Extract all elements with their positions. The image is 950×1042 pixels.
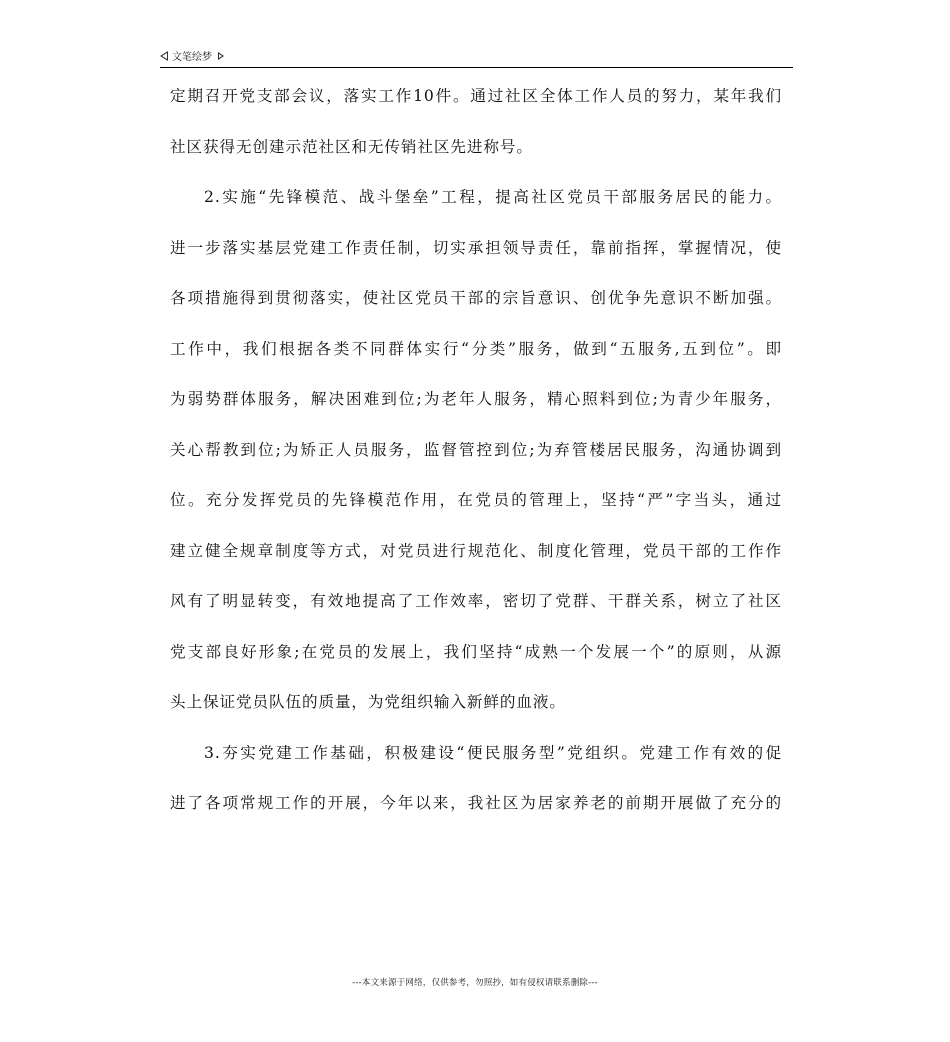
header-brand (160, 48, 224, 63)
text-line: 2.实施“先锋模范、战斗堡垒”工程，提高社区党员干部服务居民的能力。 (204, 188, 782, 206)
text-line: 工作中，我们根据各类不同群体实行“分类”服务，做到“五服务,五到位”。即 (170, 339, 782, 358)
text-line: 各项措施得到贯彻落实，使社区党员干部的宗旨意识、创优争先意识不断加强。 (170, 289, 782, 307)
text-line: 党支部良好形象;在党员的发展上，我们坚持“成熟一个发展一个”的原则，从源 (170, 642, 782, 661)
footer-disclaimer: ---本文来源于网络，仅供参考，勿照抄，如有侵权请联系删除--- (352, 978, 598, 988)
text-line: 进了各项常规工作的开展，今年以来，我社区为居家养老的前期开展做了充分的 (170, 794, 782, 812)
text-line: 关心帮教到位;为矫正人员服务，监督管控到位;为弃管楼居民服务，沟通协调到 (170, 440, 782, 459)
text-line: 定期召开党支部会议，落实工作10件。通过社区全体工作人员的努力，某年我们 (170, 87, 782, 105)
text-line: 社区获得无创建示范社区和无传销社区先进称号。 (170, 137, 533, 156)
document-body (170, 81, 782, 839)
text-line: 头上保证党员队伍的质量，为党组织输入新鲜的血液。 (170, 693, 566, 711)
text-line: 进一步落实基层党建工作责任制，切实承担领导责任，靠前指挥，掌握情况，使 (170, 238, 782, 257)
text-line: 为弱势群体服务，解决困难到位;为老年人服务，精心照料到位;为青少年服务， (170, 390, 782, 408)
text-line: 3.夯实党建工作基础，积极建设“便民服务型”党组织。党建工作有效的促 (204, 743, 782, 762)
page-header (160, 48, 793, 68)
triangle-right-icon (218, 52, 224, 60)
text-line: 风有了明显转变，有效地提高了工作效率，密切了党群、干群关系，树立了社区 (170, 592, 782, 610)
text-line: 位。充分发挥党员的先锋模范作用，在党员的管理上，坚持“严”字当头，通过 (170, 491, 782, 509)
triangle-left-icon (160, 51, 168, 61)
brand-text: 文笔绘梦 (172, 52, 212, 63)
text-line: 建立健全规章制度等方式，对党员进行规范化、制度化管理，党员干部的工作作 (170, 541, 782, 560)
